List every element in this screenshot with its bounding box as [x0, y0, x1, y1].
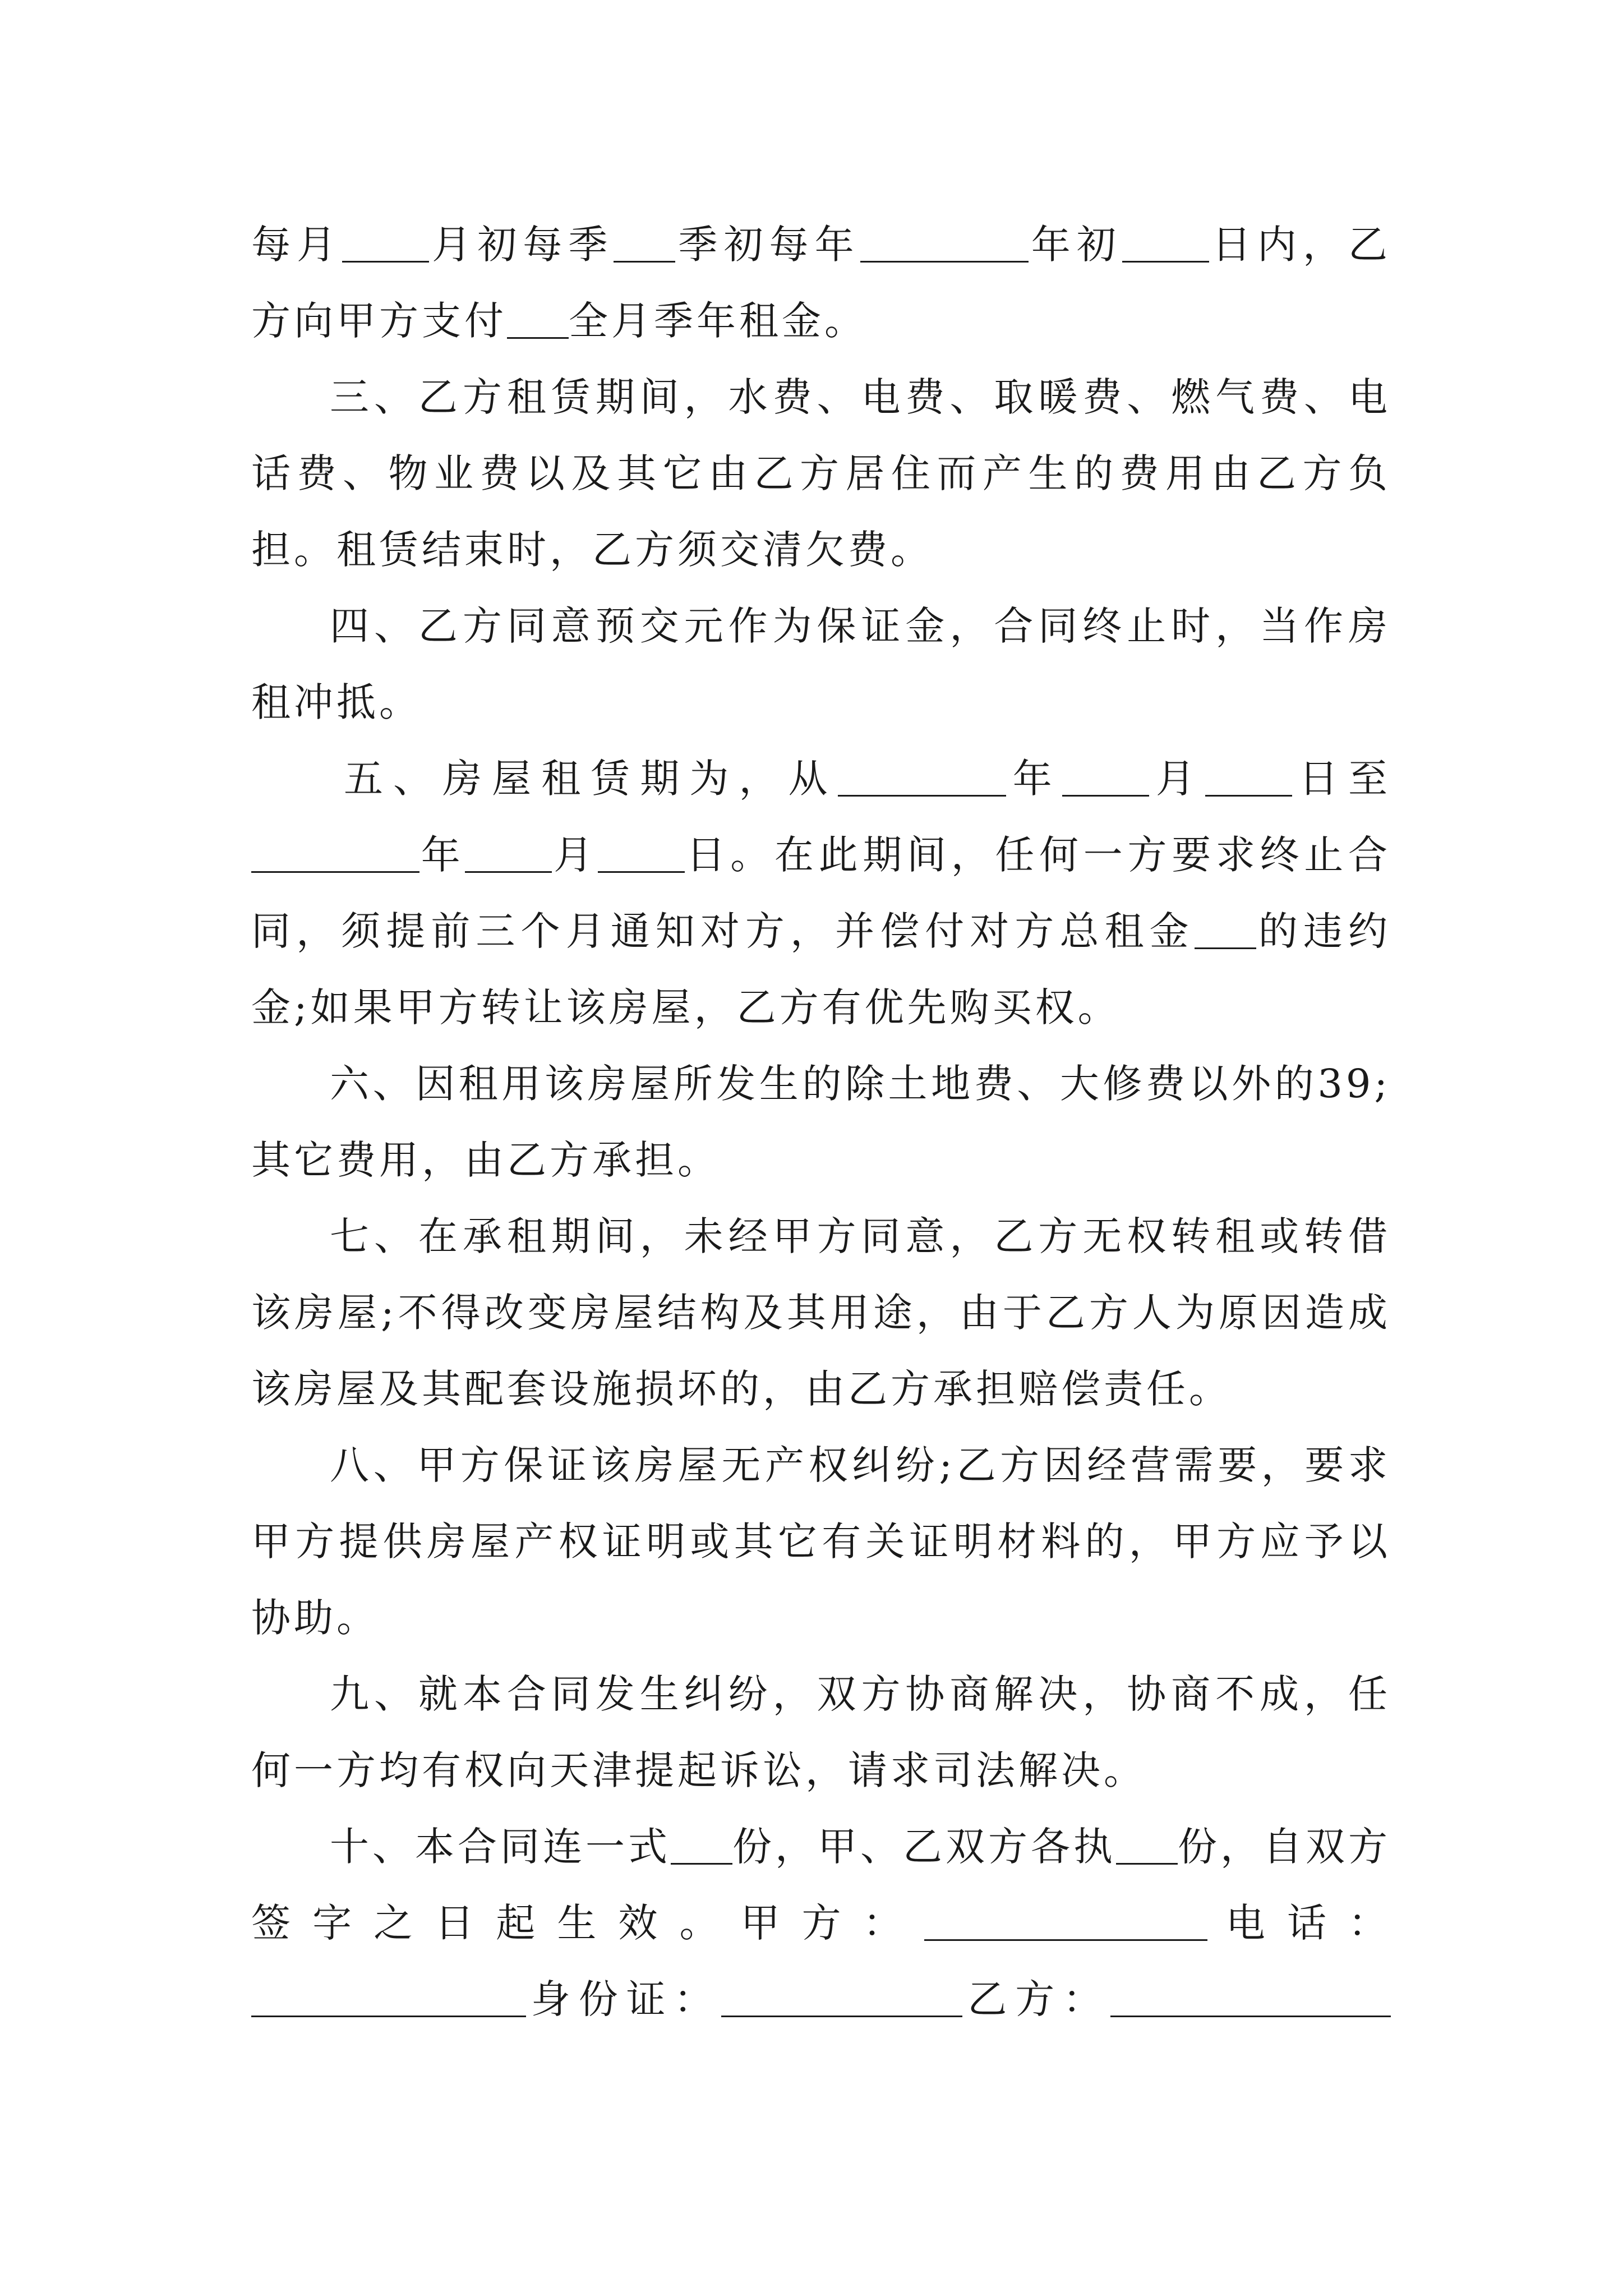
- text-segment: 五、房屋租赁期为，从: [344, 756, 838, 802]
- text-segment: 日。在此期间，任何一方要求终止合同，须提前三个月通知对方，并偿付对方总租金: [251, 832, 1391, 954]
- text-segment: 份，甲、乙双方各执: [732, 1824, 1116, 1870]
- blank-field: [1116, 1829, 1178, 1865]
- text-segment: 月: [1149, 756, 1205, 802]
- text-segment: 十、本合同连一式: [330, 1824, 671, 1870]
- clause-7-sublease: 七、在承租期间，未经甲方同意，乙方无权转租或转借该房屋;不得改变房屋结构及其用途，由于乙方人为原因造成该房屋及其配套设施损坏的，由乙方承担赔偿责任。: [251, 1213, 1391, 1412]
- text-segment: 方向甲方支付: [251, 298, 507, 344]
- blank-field: [1205, 761, 1292, 797]
- party-a-blank: [924, 1906, 1207, 1941]
- blank-field: [1195, 914, 1256, 949]
- text-segment: 月: [552, 832, 598, 878]
- id-card-blank: [721, 1982, 962, 2017]
- blank-field: [507, 303, 569, 339]
- blank-field: [860, 227, 1029, 263]
- blank-field: [465, 838, 552, 873]
- blank-field: [251, 838, 419, 873]
- phone-blank: [251, 1982, 526, 2017]
- rent-payment-line-2: [251, 283, 1391, 359]
- clause-9-disputes: 九、就本合同发生纠纷，双方协商解决，协商不成，任何一方均有权向天津提起诉讼，请求司法解决。: [251, 1671, 1391, 1793]
- text-segment: 乙方：: [962, 1976, 1111, 2022]
- text-segment: 年: [419, 832, 465, 878]
- blank-field: [614, 227, 675, 263]
- blank-field: [342, 227, 429, 263]
- party-b-blank: [1110, 1982, 1391, 2017]
- contract-body: [251, 206, 1391, 2037]
- clause-5-lease-term: [251, 740, 1391, 1046]
- blank-field: [838, 761, 1006, 797]
- signature-line-ids: [251, 1961, 1391, 2037]
- blank-field: [598, 838, 685, 873]
- blank-field: [671, 1829, 732, 1865]
- text-segment: 日内，乙: [1209, 222, 1391, 268]
- blank-field: [1122, 227, 1209, 263]
- text-segment: 签字之日起生效。甲方：: [251, 1900, 924, 1946]
- text-segment: 日至: [1292, 756, 1391, 802]
- text-segment: 每月: [251, 222, 343, 268]
- text-segment: 月初每季: [429, 222, 614, 268]
- text-segment: 份，自双方: [1178, 1824, 1391, 1870]
- text-segment: 全月季年租金。: [569, 298, 867, 344]
- text-segment: 的违约金;如果甲方转让该房屋，乙方有优先购买权。: [251, 908, 1391, 1030]
- text-segment: 年: [1006, 756, 1062, 802]
- blank-field: [1062, 761, 1149, 797]
- clause-4-deposit: 四、乙方同意预交元作为保证金，合同终止时，当作房租冲抵。: [251, 603, 1391, 725]
- text-segment: 身份证：: [526, 1976, 722, 2022]
- text-segment: 电话：: [1207, 1900, 1391, 1946]
- text-segment: 年初: [1028, 222, 1122, 268]
- clause-10-copies: [251, 1809, 1391, 1885]
- signature-line-party-a: [251, 1885, 1391, 1961]
- text-segment: 季初每年: [675, 222, 860, 268]
- clause-8-title-warranty: 八、甲方保证该房屋无产权纠纷;乙方因经营需要，要求甲方提供房屋产权证明或其它有关证明材料的，甲方应予以协助。: [251, 1442, 1391, 1641]
- clause-3-utilities: 三、乙方租赁期间，水费、电费、取暖费、燃气费、电话费、物业费以及其它由乙方居住而产生的费用由乙方负担。租赁结束时，乙方须交清欠费。: [251, 374, 1391, 573]
- rent-payment-line-1: [251, 206, 1391, 283]
- clause-6-other-fees: 六、因租用该房屋所发生的除土地费、大修费以外的39;其它费用，由乙方承担。: [251, 1061, 1391, 1183]
